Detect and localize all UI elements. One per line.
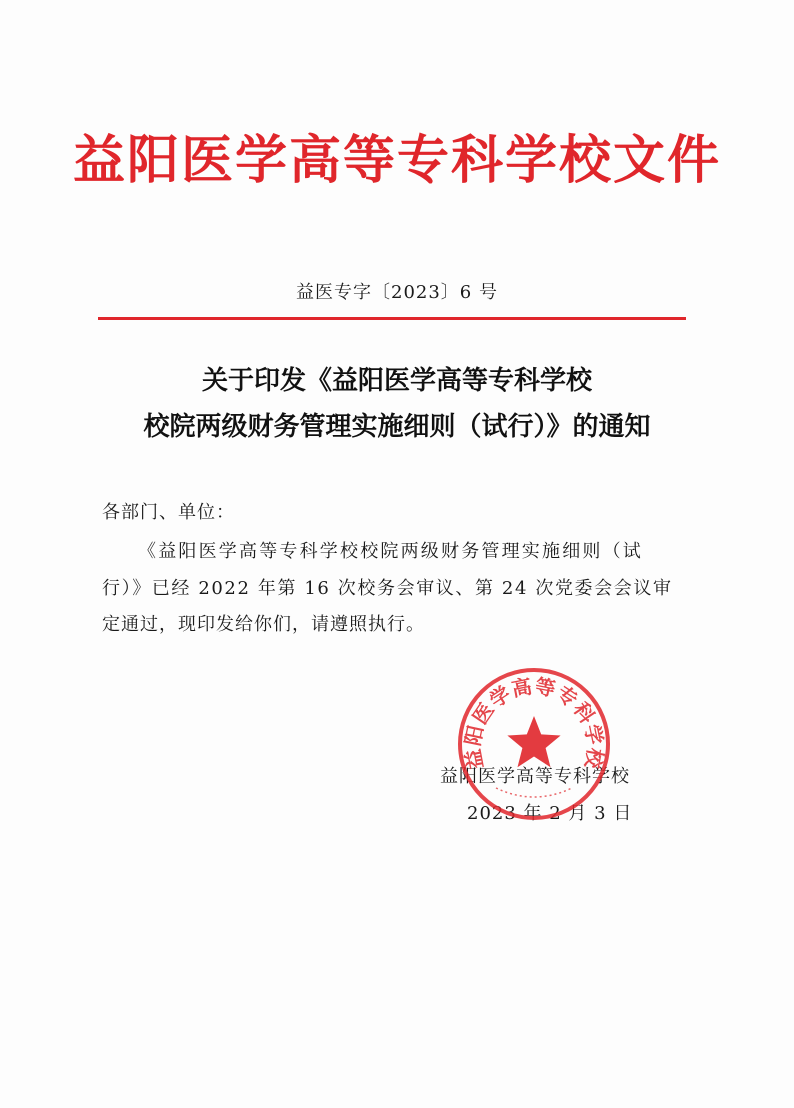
paragraph-line: 《益阳医学高等专科学校校院两级财务管理实施细则（试 — [138, 541, 643, 562]
red-divider-line — [98, 317, 686, 320]
paragraph-line: 定通过，现印发给你们，请遵照执行。 — [102, 614, 425, 635]
notice-title-line-1: 关于印发《益阳医学高等专科学校 — [201, 366, 592, 396]
issue-date: 2023 年 2 月 3 日 — [467, 803, 633, 824]
star-icon — [507, 716, 560, 767]
issuer-name: 益阳医学高等专科学校 — [440, 766, 630, 787]
salutation: 各部门、单位： — [102, 502, 235, 523]
seal-text: 益阳医学高等专科学校 — [460, 673, 608, 772]
document-header-title: 益阳医学高等专科学校文件 — [72, 130, 721, 191]
paragraph-line: 行）》已经 2022 年第 16 次校务会审议、第 24 次党委会会议审 — [102, 578, 673, 599]
document-number: 益医专字〔2023〕6 号 — [296, 282, 498, 303]
notice-title-line-2: 校院两级财务管理实施细则（试行）》的通知 — [143, 412, 651, 442]
official-seal — [456, 666, 612, 822]
